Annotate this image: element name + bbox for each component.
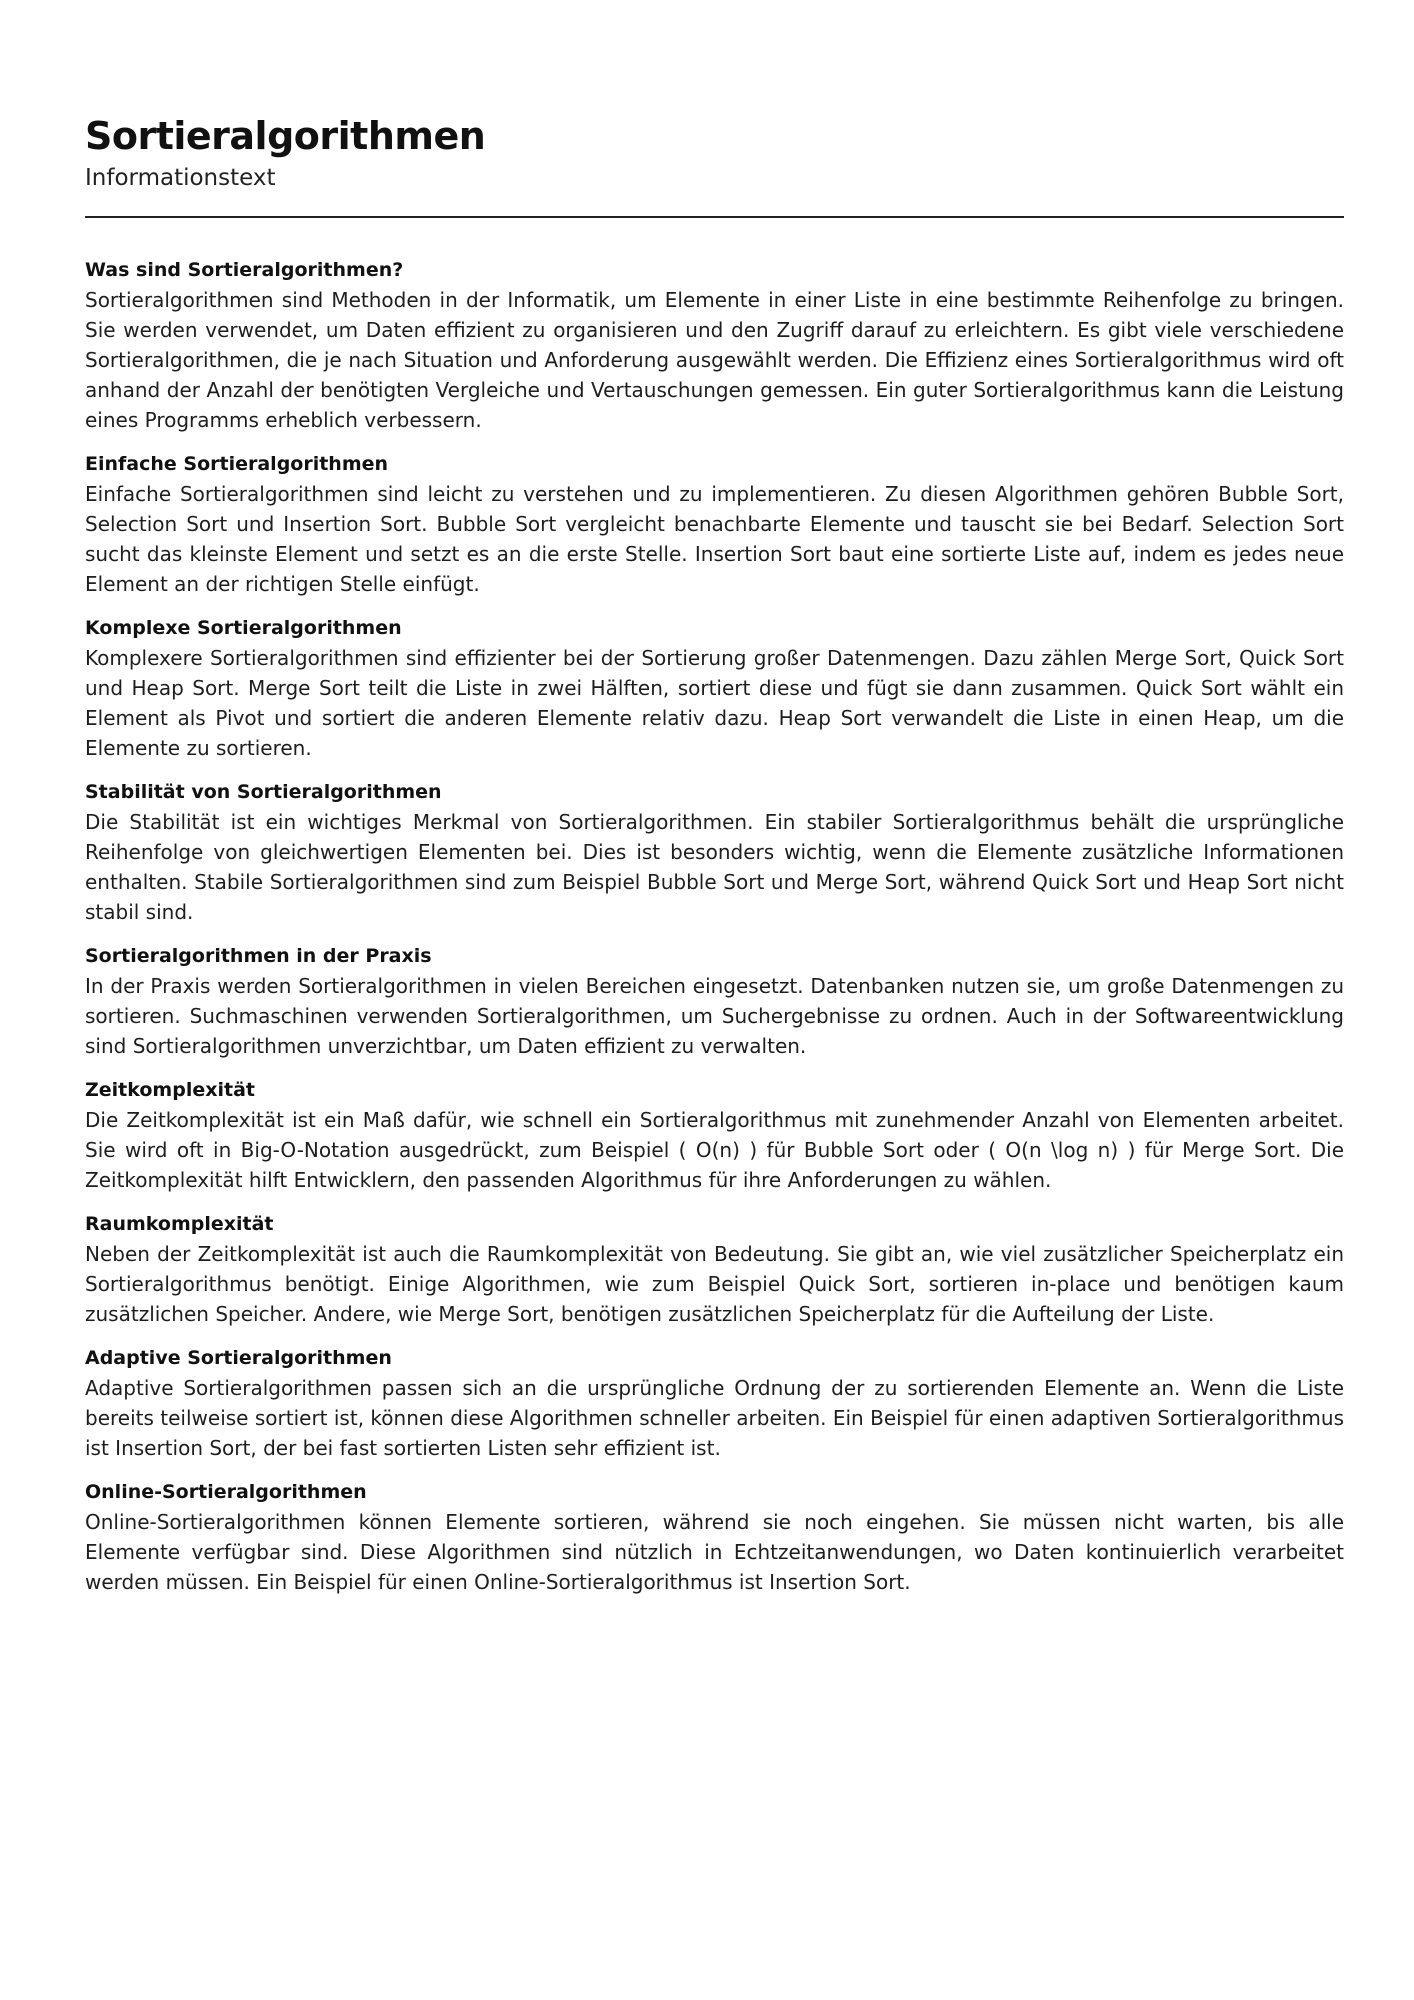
section-komplexe-sortieralgorithmen bbox=[85, 614, 1344, 763]
section-heading: Sortieralgorithmen in der Praxis bbox=[85, 945, 432, 967]
section-heading: Komplexe Sortieralgorithmen bbox=[85, 617, 402, 639]
section-paragraph: Adaptive Sortieralgorithmen passen sich an die ursprüngliche Ordnung der zu sortierenden Elemente an. Wenn die Liste bereits teilweise sortiert ist, können diese Algorithmen schneller arbeiten. Ein Beispiel für einen adaptiven Sortieralgorithmus ist Insertion Sort, der bei fast sortierten Listen sehr effizient ist. bbox=[85, 1376, 1344, 1460]
section-heading: Zeitkomplexität bbox=[85, 1079, 255, 1101]
section-heading: Was sind Sortieralgorithmen? bbox=[85, 259, 404, 281]
section-was-sind-sortieralgorithmen bbox=[85, 256, 1344, 435]
section-paragraph: Neben der Zeitkomplexität ist auch die Raumkomplexität von Bedeutung. Sie gibt an, wie viel zusätzlicher Speicherplatz ein Sortieralgorithmus benötigt. Einige Algorithmen, wie zum Beispiel Quick Sort, sortieren in-place und benötigen kaum zusätzlichen Speicher. Andere, wie Merge Sort, benötigen zusätzlichen Speicherplatz für die Aufteilung der Liste. bbox=[85, 1242, 1344, 1326]
section-paragraph: In der Praxis werden Sortieralgorithmen in vielen Bereichen eingesetzt. Datenbanken nutzen sie, um große Datenmengen zu sortieren. Suchmaschinen verwenden Sortieralgorithmen, um Suchergebnisse zu ordnen. Auch in der Softwareentwicklung sind Sortieralgorithmen unverzichtbar, um Daten effizient zu verwalten. bbox=[85, 974, 1344, 1058]
section-heading: Stabilität von Sortieralgorithmen bbox=[85, 781, 442, 803]
section-paragraph: Online-Sortieralgorithmen können Elemente sortieren, während sie noch eingehen. Sie müssen nicht warten, bis alle Elemente verfügbar sind. Diese Algorithmen sind nützlich in Echtzeitanwendungen, wo Daten kontinuierlich verarbeitet werden müssen. Ein Beispiel für einen Online-Sortieralgorithmus ist Insertion Sort. bbox=[85, 1510, 1344, 1594]
section-raumkomplexitaet bbox=[85, 1210, 1344, 1329]
section-einfache-sortieralgorithmen bbox=[85, 450, 1344, 599]
document-title: Sortieralgorithmen bbox=[85, 114, 486, 158]
section-adaptive-sortieralgorithmen bbox=[85, 1344, 1344, 1463]
document-subtitle: Informationstext bbox=[85, 165, 276, 191]
section-heading: Adaptive Sortieralgorithmen bbox=[85, 1347, 392, 1369]
section-stabilitaet bbox=[85, 778, 1344, 927]
section-paragraph: Komplexere Sortieralgorithmen sind effizienter bei der Sortierung großer Datenmengen. Dazu zählen Merge Sort, Quick Sort und Heap Sort. Merge Sort teilt die Liste in zwei Hälften, sortiert diese und fügt sie dann zusammen. Quick Sort wählt ein Element als Pivot und sortiert die anderen Elemente relativ dazu. Heap Sort verwandelt die Liste in einen Heap, um die Elemente zu sortieren. bbox=[85, 646, 1344, 760]
section-paragraph: Die Stabilität ist ein wichtiges Merkmal von Sortieralgorithmen. Ein stabiler Sortieralgorithmus behält die ursprüngliche Reihenfolge von gleichwertigen Elementen bei. Dies ist besonders wichtig, wenn die Elemente zusätzliche Informationen enthalten. Stabile Sortieralgorithmen sind zum Beispiel Bubble Sort und Merge Sort, während Quick Sort und Heap Sort nicht stabil sind. bbox=[85, 810, 1344, 924]
section-zeitkomplexitaet bbox=[85, 1076, 1344, 1195]
section-paragraph: Einfache Sortieralgorithmen sind leicht zu verstehen und zu implementieren. Zu diesen Algorithmen gehören Bubble Sort, Selection Sort und Insertion Sort. Bubble Sort vergleicht benachbarte Elemente und tauscht sie bei Bedarf. Selection Sort sucht das kleinste Element und setzt es an die erste Stelle. Insertion Sort baut eine sortierte Liste auf, indem es jedes neue Element an der richtigen Stelle einfügt. bbox=[85, 482, 1344, 596]
document-body bbox=[85, 256, 1344, 1597]
section-heading: Raumkomplexität bbox=[85, 1213, 274, 1235]
section-praxis bbox=[85, 942, 1344, 1061]
section-heading: Einfache Sortieralgorithmen bbox=[85, 453, 389, 475]
section-heading: Online-Sortieralgorithmen bbox=[85, 1481, 367, 1503]
section-paragraph: Sortieralgorithmen sind Methoden in der Informatik, um Elemente in einer Liste in eine bestimmte Reihenfolge zu bringen. Sie werden verwendet, um Daten effizient zu organisieren und den Zugriff darauf zu erleichtern. Es gibt viele verschiedene Sortieralgorithmen, die je nach Situation und Anforderung ausgewählt werden. Die Effizienz eines Sortieralgorithmus wird oft anhand der Anzahl der benötigten Vergleiche und Vertauschungen gemessen. Ein guter Sortieralgorithmus kann die Leistung eines Programms erheblich verbessern. bbox=[85, 288, 1344, 432]
section-paragraph: Die Zeitkomplexität ist ein Maß dafür, wie schnell ein Sortieralgorithmus mit zunehmender Anzahl von Elementen arbeitet. Sie wird oft in Big-O-Notation ausgedrückt, zum Beispiel ( O(n) ) für Bubble Sort oder ( O(n \log n) ) für Merge Sort. Die Zeitkomplexität hilft Entwicklern, den passenden Algorithmus für ihre Anforderungen zu wählen. bbox=[85, 1108, 1344, 1192]
section-online-sortieralgorithmen bbox=[85, 1478, 1344, 1597]
title-divider bbox=[85, 216, 1344, 218]
